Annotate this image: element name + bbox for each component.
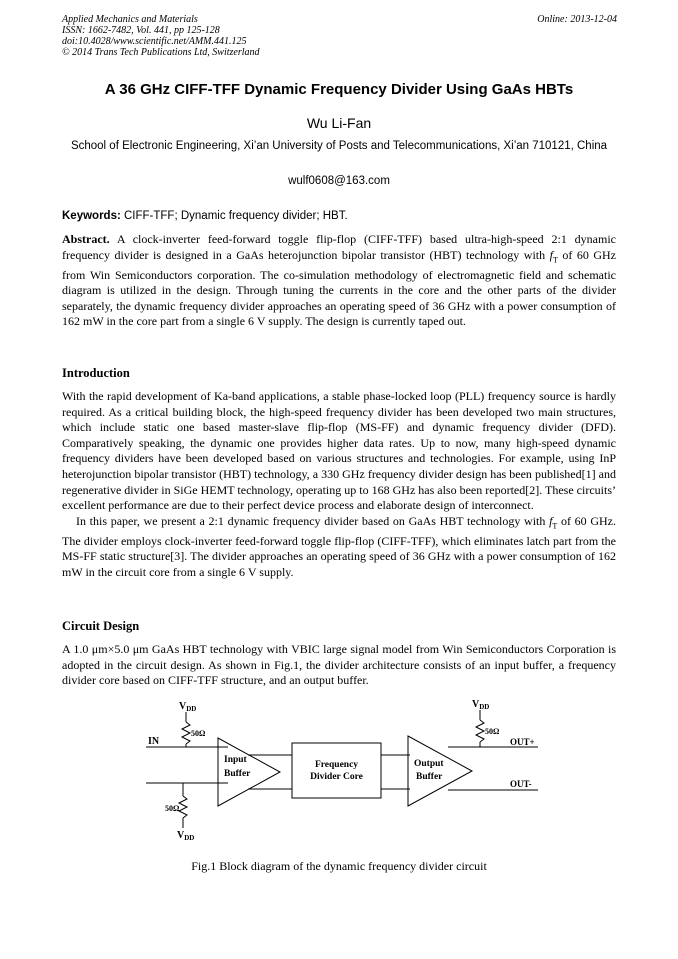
author: Wu Li-Fan [306,115,372,131]
copyright: © 2014 Trans Tech Publications Ltd, Switzerland [62,47,260,58]
doi[interactable]: doi:10.4028/www.scientific.net/AMM.441.125 [62,36,247,47]
heading-introduction: Introduction [62,366,130,380]
online-date: Online: 2013-12-04 [537,14,617,25]
abstract-text-2: of 60 GHz from Win Semiconductors corporation. The co-simulation methodology of electromagnetic field and schematic diagram is utilized in the design. Through tuning the currents in the core and the other parts of the divider separately, the dynamic frequency divider approaches an operating speed of 36 GHz with a power consumption of 162 mW in the core part from a single 6 V supply. The design is currently taped out. [62,247,617,329]
divider-core-box [292,743,381,798]
out-plus-label: OUT+ [510,737,535,747]
input-buffer-label-1: Input [224,755,247,765]
affiliation: School of Electronic Engineering, Xi’an University of Posts and Telecommunications, Xi’an 710121, China [70,140,608,152]
output-buffer-label-2: Buffer [416,772,443,782]
resistor-bottom-left [179,796,187,818]
ft-symbol: f [549,513,553,528]
resistor-label-bottom-left: 50Ω [165,804,180,813]
abstract-text-1: A clock-inverter feed-forward toggle flip-flop (CIFF-TFF) based ultra-high-speed 2:1 dynamic frequency divider is designed in a GaAs heterojunction bipolar transistor (HBT) technology with [62,232,616,262]
input-buffer-label-2: Buffer [224,769,251,779]
resistor-top-right [476,720,484,742]
journal-name: Applied Mechanics and Materials [62,14,198,25]
figure-caption: Fig.1 Block diagram of the dynamic frequency divider circuit [191,859,487,873]
core-label-2: Divider Core [310,772,363,782]
paper-title: A 36 GHz CIFF-TFF Dynamic Frequency Divider Using GaAs HBTs [104,81,574,98]
keywords-text: CIFF-TFF; Dynamic frequency divider; HBT. [124,210,348,222]
resistor-label-top-left: 50Ω [191,729,206,738]
issn: ISSN: 1662-7482, Vol. 441, pp 125-128 [62,25,220,36]
introduction-paragraph-1: With the rapid development of Ka-band applications, a stable phase-locked loop (PLL) frequency source is hardly required. As a critical building block, the high-speed frequency divider has been developed two main structures, which include static one based master-slave flip-flop (MS-FF) and dynamic frequency divider (DFD). Comparatively speaking, the dynamic one provides higher data rates. Up to now, many high-speed dynamic frequency dividers have been developed based on various structures and technologies. For example, using InP heterojunction bipolar transistor (HBT) technology, a 330 GHz frequency divider design has been published[1] and regenerative divider in SiGe HEMT technology, operating up to 168 GHz has also been reported[2]. These circuits’ excellent performance are due to their perfect device process and elaborate design of interconnect. [62,389,616,513]
core-label-1: Frequency [314,760,359,770]
abstract-label: Abstract. [62,232,110,246]
email[interactable]: wulf0608@163.com [288,175,390,187]
vdd-label-top-right: $V_{DD}$ [472,699,490,711]
resistor-label-top-right: 50Ω [485,727,500,736]
out-minus-label: OUT- [510,779,532,789]
resistor-top-left [182,722,190,744]
circuit-design-paragraph-1: A 1.0 μm×5.0 μm GaAs HBT technology with VBIC large signal model from Win Semiconductors Corporation is adopted in the circuit design. As shown in Fig.1, the divider architecture consists of an input buffer, a frequency divider core based on CIFF-TFF structure, and an output buffer. [62,642,616,688]
ft-symbol: f [549,247,553,262]
heading-circuit-design: Circuit Design [62,619,140,633]
intro-p2-text-2: of 60 GHz. The divider employs clock-inverter feed-forward toggle flip-flop (CIFF-TFF), which eliminates latch part from the MS-FF static structure[3]. The divider approaches an operating speed of 36 GHz with a power consumption of 162 mW in the circuit core from a single 6 V supply. [62,513,616,579]
vdd-label-bottom-left: $V_{DD}$ [177,830,195,842]
output-buffer-label-1: Output [414,759,444,769]
ft-subscript: T [552,254,558,264]
ft-subscript: T [552,521,558,531]
vdd-label-top-left: $V_{DD}$ [179,701,197,713]
in-label: IN [148,736,160,747]
keywords-label: Keywords: [62,210,121,222]
intro-p2-text-1: In this paper, we present a 2:1 dynamic frequency divider based on GaAs HBT technology with [76,513,550,528]
